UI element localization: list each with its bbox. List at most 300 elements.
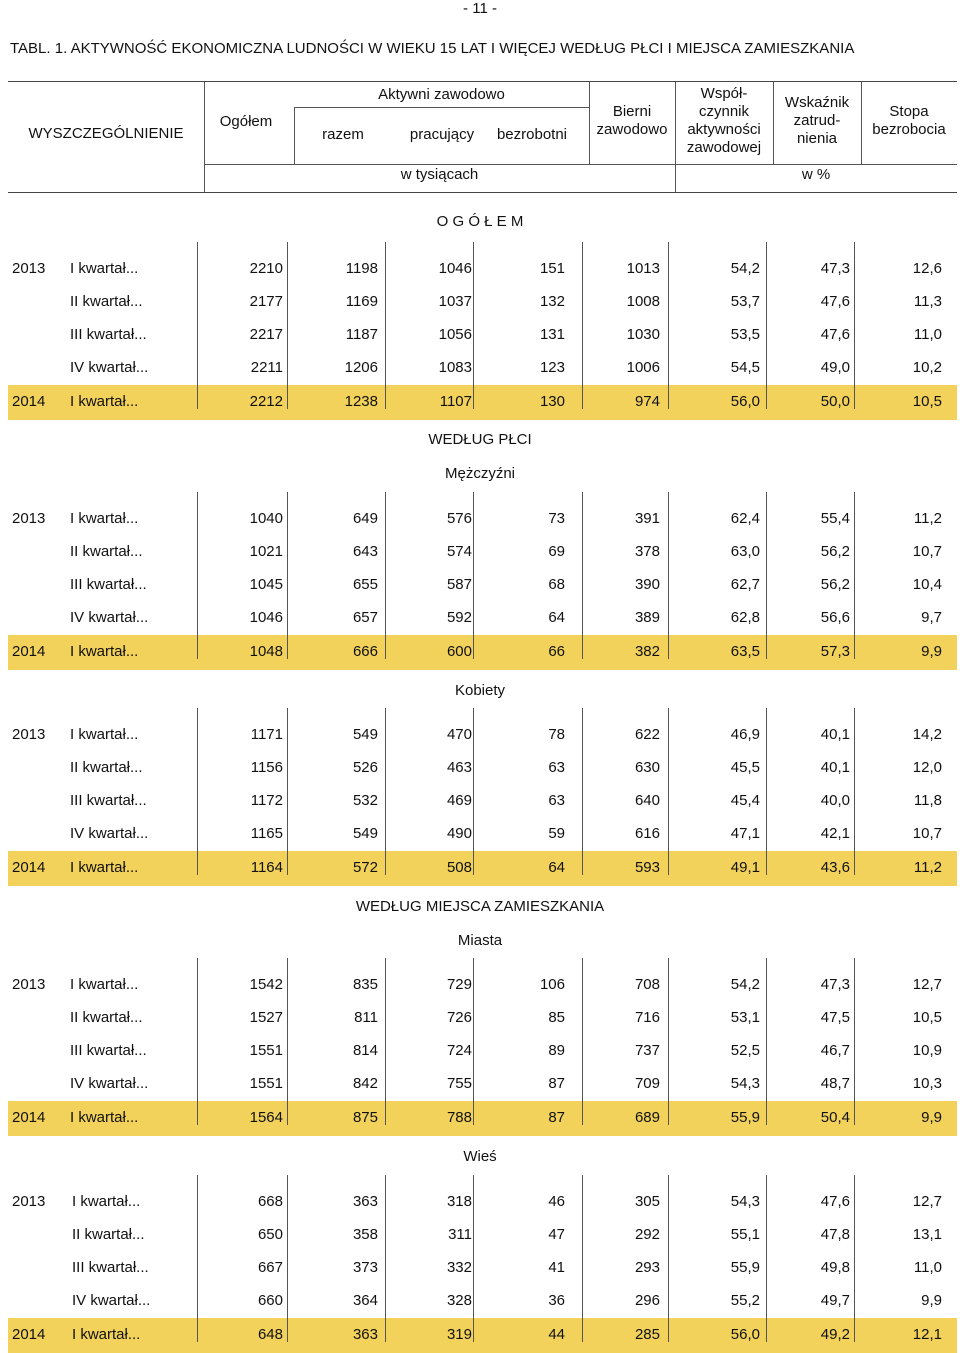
column-separator — [854, 1175, 855, 1342]
row-value: 10,4 — [912, 576, 942, 593]
row-value: 1083 — [438, 359, 472, 376]
table-row — [8, 817, 957, 850]
row-value: 12,0 — [912, 759, 942, 776]
row-value: 10,5 — [912, 1009, 942, 1026]
row-year: 2013 — [12, 1193, 46, 1210]
row-value: 668 — [257, 1193, 283, 1210]
row-value: 490 — [446, 825, 472, 842]
table-row — [8, 1284, 957, 1317]
column-separator — [473, 242, 474, 409]
table-row — [8, 1251, 957, 1284]
row-year: 2014 — [12, 643, 46, 660]
row-value: 1046 — [438, 260, 472, 277]
row-value: 532 — [352, 792, 378, 809]
row-value: 47,6 — [820, 326, 850, 343]
row-value: 526 — [352, 759, 378, 776]
row-quarter: I kwartał... — [70, 1109, 139, 1126]
row-value: 389 — [634, 609, 660, 626]
row-value: 1045 — [249, 576, 283, 593]
row-value: 1107 — [439, 393, 472, 410]
table-row — [8, 1218, 957, 1251]
row-value: 55,1 — [730, 1226, 760, 1243]
row-value: 729 — [446, 976, 472, 993]
table-row — [8, 351, 957, 384]
table-header — [8, 81, 957, 193]
row-value: 974 — [634, 393, 660, 410]
row-value: 10,3 — [912, 1075, 942, 1092]
row-value: 576 — [446, 510, 472, 527]
row-value: 1046 — [249, 609, 283, 626]
row-quarter: III kwartał... — [72, 1259, 149, 1276]
row-year: 2013 — [12, 726, 46, 743]
row-value: 12,1 — [912, 1326, 942, 1343]
row-quarter: IV kwartał... — [70, 825, 149, 842]
column-separator — [197, 1175, 198, 1342]
column-separator — [385, 492, 386, 659]
column-separator — [766, 242, 767, 409]
header-ogolem: Ogółem — [219, 113, 273, 130]
table-title-text: AKTYWNOŚĆ EKONOMICZNA LUDNOŚCI W WIEKU 15 LAT I WIĘCEJ WEDŁUG PŁCI I MIEJSCA ZAMIESZKANIA — [70, 40, 855, 57]
column-separator — [766, 958, 767, 1125]
section-label: WEDŁUG MIEJSCA ZAMIESZKANIA — [355, 898, 605, 915]
row-quarter: II kwartał... — [70, 293, 143, 310]
row-quarter: I kwartał... — [70, 393, 139, 410]
row-value: 390 — [634, 576, 660, 593]
row-value: 40,1 — [820, 726, 850, 743]
column-separator — [287, 1175, 288, 1342]
row-value: 600 — [446, 643, 472, 660]
row-value: 835 — [352, 976, 378, 993]
column-separator — [197, 708, 198, 875]
column-separator — [385, 1175, 386, 1342]
row-value: 572 — [352, 859, 378, 876]
row-value: 689 — [634, 1109, 660, 1126]
row-value: 9,9 — [921, 1109, 942, 1126]
row-value: 54,3 — [730, 1075, 760, 1092]
row-value: 1030 — [626, 326, 660, 343]
row-value: 363 — [352, 1326, 378, 1343]
row-value: 319 — [446, 1326, 472, 1343]
row-value: 49,0 — [820, 359, 850, 376]
row-value: 650 — [257, 1226, 283, 1243]
column-separator — [582, 242, 583, 409]
row-quarter: I kwartał... — [70, 510, 139, 527]
row-value: 69 — [548, 543, 565, 560]
row-value: 657 — [352, 609, 378, 626]
section-label: WEDŁUG PŁCI — [428, 431, 532, 448]
row-value: 616 — [634, 825, 660, 842]
row-value: 1542 — [249, 976, 283, 993]
column-separator — [582, 708, 583, 875]
column-separator — [582, 1175, 583, 1342]
column-separator — [197, 958, 198, 1125]
row-value: 592 — [446, 609, 472, 626]
row-value: 11,2 — [913, 859, 942, 876]
row-value: 622 — [634, 726, 660, 743]
row-quarter: IV kwartał... — [72, 1292, 151, 1309]
row-value: 47,6 — [820, 293, 850, 310]
row-value: 46,7 — [820, 1042, 850, 1059]
row-value: 12,7 — [912, 976, 942, 993]
table-row — [8, 285, 957, 318]
row-quarter: I kwartał... — [72, 1326, 141, 1343]
row-value: 1198 — [345, 260, 378, 277]
row-quarter: II kwartał... — [72, 1226, 145, 1243]
column-separator — [854, 958, 855, 1125]
row-value: 285 — [634, 1326, 660, 1343]
row-value: 50,0 — [820, 393, 850, 410]
table-row — [8, 635, 957, 670]
row-value: 875 — [352, 1109, 378, 1126]
column-separator — [766, 492, 767, 659]
row-value: 373 — [352, 1259, 378, 1276]
column-separator — [766, 1175, 767, 1342]
table-row — [8, 718, 957, 751]
row-year: 2014 — [12, 393, 46, 410]
row-value: 50,4 — [820, 1109, 850, 1126]
row-value: 1206 — [344, 359, 378, 376]
table-row — [8, 601, 957, 634]
row-value: 726 — [446, 1009, 472, 1026]
column-separator — [854, 708, 855, 875]
column-separator — [197, 492, 198, 659]
row-value: 318 — [446, 1193, 472, 1210]
row-value: 1187 — [345, 326, 378, 343]
row-value: 130 — [539, 393, 565, 410]
row-value: 47,8 — [820, 1226, 850, 1243]
row-value: 63,0 — [730, 543, 760, 560]
row-value: 2217 — [249, 326, 283, 343]
row-value: 12,6 — [912, 260, 942, 277]
table-row — [8, 318, 957, 351]
row-value: 724 — [446, 1042, 472, 1059]
column-separator — [668, 242, 669, 409]
row-value: 630 — [634, 759, 660, 776]
header-unit-percent: w % — [801, 166, 831, 183]
row-value: 68 — [548, 576, 565, 593]
row-value: 10,5 — [912, 393, 942, 410]
row-quarter: III kwartał... — [70, 576, 147, 593]
row-quarter: III kwartał... — [70, 1042, 147, 1059]
row-value: 10,9 — [912, 1042, 942, 1059]
row-value: 358 — [352, 1226, 378, 1243]
header-pracujacy: pracujący — [409, 126, 475, 143]
row-value: 328 — [446, 1292, 472, 1309]
row-value: 9,7 — [921, 609, 942, 626]
row-value: 708 — [634, 976, 660, 993]
row-value: 549 — [352, 726, 378, 743]
row-value: 11,2 — [913, 510, 942, 527]
row-value: 391 — [634, 510, 660, 527]
header-stopa: Stopa bezrobocia — [872, 103, 946, 138]
row-value: 46,9 — [730, 726, 760, 743]
row-value: 1551 — [249, 1075, 283, 1092]
row-value: 469 — [446, 792, 472, 809]
row-value: 549 — [352, 825, 378, 842]
row-value: 63 — [548, 792, 565, 809]
row-value: 49,1 — [730, 859, 760, 876]
row-quarter: I kwartał... — [70, 260, 139, 277]
row-value: 2177 — [249, 293, 283, 310]
column-separator — [766, 708, 767, 875]
row-value: 49,2 — [820, 1326, 850, 1343]
row-value: 44 — [548, 1326, 565, 1343]
header-bezrobotni: bezrobotni — [496, 126, 568, 143]
table-row — [8, 252, 957, 285]
row-value: 378 — [634, 543, 660, 560]
row-value: 47,6 — [820, 1193, 850, 1210]
row-value: 132 — [539, 293, 565, 310]
column-separator — [197, 242, 198, 409]
table-row — [8, 1101, 957, 1136]
header-wspolczynnik: Współ- czynnik aktywności zawodowej — [686, 85, 762, 156]
row-value: 55,4 — [820, 510, 850, 527]
row-value: 10,7 — [912, 825, 942, 842]
column-separator — [385, 242, 386, 409]
row-quarter: I kwartał... — [70, 726, 139, 743]
row-value: 11,3 — [913, 293, 942, 310]
row-value: 131 — [539, 326, 565, 343]
row-value: 667 — [257, 1259, 283, 1276]
row-value: 655 — [352, 576, 378, 593]
row-value: 55,2 — [730, 1292, 760, 1309]
row-quarter: II kwartał... — [70, 759, 143, 776]
row-value: 463 — [446, 759, 472, 776]
row-value: 85 — [548, 1009, 565, 1026]
row-value: 1171 — [250, 726, 283, 743]
row-value: 14,2 — [912, 726, 942, 743]
table-title — [10, 39, 940, 58]
column-separator — [287, 242, 288, 409]
row-value: 1527 — [249, 1009, 283, 1026]
table-row — [8, 502, 957, 535]
row-value: 292 — [634, 1226, 660, 1243]
row-value: 1165 — [250, 825, 283, 842]
column-separator — [668, 708, 669, 875]
row-quarter: I kwartał... — [70, 859, 139, 876]
row-value: 296 — [634, 1292, 660, 1309]
row-value: 1164 — [250, 859, 283, 876]
row-value: 363 — [352, 1193, 378, 1210]
row-value: 716 — [634, 1009, 660, 1026]
column-separator — [473, 1175, 474, 1342]
row-value: 42,1 — [820, 825, 850, 842]
column-separator — [854, 492, 855, 659]
row-value: 55,9 — [730, 1109, 760, 1126]
row-value: 1156 — [250, 759, 283, 776]
table-row — [8, 1185, 957, 1218]
row-value: 648 — [257, 1326, 283, 1343]
header-aktywni: Aktywni zawodowo — [378, 86, 505, 103]
row-value: 1048 — [249, 643, 283, 660]
row-value: 36 — [548, 1292, 565, 1309]
row-value: 78 — [548, 726, 565, 743]
row-value: 49,8 — [820, 1259, 850, 1276]
row-quarter: I kwartał... — [72, 1193, 141, 1210]
column-separator — [473, 708, 474, 875]
column-separator — [287, 958, 288, 1125]
row-value: 46 — [548, 1193, 565, 1210]
row-value: 73 — [548, 510, 565, 527]
row-value: 49,7 — [820, 1292, 850, 1309]
row-quarter: I kwartał... — [70, 976, 139, 993]
row-value: 643 — [352, 543, 378, 560]
row-value: 814 — [352, 1042, 378, 1059]
header-wskaznik: Wskaźnik zatrud- nienia — [784, 94, 850, 147]
row-value: 123 — [539, 359, 565, 376]
column-separator — [385, 958, 386, 1125]
row-value: 332 — [446, 1259, 472, 1276]
row-value: 1037 — [438, 293, 472, 310]
row-value: 56,6 — [820, 609, 850, 626]
column-separator — [668, 1175, 669, 1342]
table-row — [8, 968, 957, 1001]
row-value: 54,2 — [730, 976, 760, 993]
row-value: 56,0 — [730, 393, 760, 410]
row-value: 1008 — [626, 293, 660, 310]
header-razem: razem — [322, 126, 364, 143]
row-value: 62,8 — [730, 609, 760, 626]
row-value: 54,3 — [730, 1193, 760, 1210]
row-value: 9,9 — [921, 1292, 942, 1309]
row-value: 40,0 — [820, 792, 850, 809]
row-value: 382 — [634, 643, 660, 660]
row-quarter: IV kwartał... — [70, 609, 149, 626]
row-value: 87 — [548, 1109, 565, 1126]
row-value: 587 — [446, 576, 472, 593]
row-value: 1551 — [249, 1042, 283, 1059]
column-separator — [582, 958, 583, 1125]
column-separator — [582, 492, 583, 659]
row-year: 2013 — [12, 976, 46, 993]
row-value: 47,5 — [820, 1009, 850, 1026]
row-year: 2014 — [12, 1326, 46, 1343]
row-value: 47,3 — [820, 260, 850, 277]
row-value: 62,4 — [730, 510, 760, 527]
table-row — [8, 1067, 957, 1100]
column-separator — [854, 242, 855, 409]
row-value: 640 — [634, 792, 660, 809]
row-value: 508 — [446, 859, 472, 876]
table-row — [8, 1034, 957, 1067]
table-row — [8, 1318, 957, 1353]
row-value: 755 — [446, 1075, 472, 1092]
row-value: 305 — [634, 1193, 660, 1210]
row-value: 64 — [548, 609, 565, 626]
row-year: 2014 — [12, 859, 46, 876]
row-value: 53,1 — [730, 1009, 760, 1026]
row-value: 106 — [539, 976, 565, 993]
row-value: 709 — [634, 1075, 660, 1092]
row-value: 11,0 — [913, 326, 942, 343]
row-quarter: II kwartał... — [70, 1009, 143, 1026]
row-value: 1021 — [249, 543, 283, 560]
row-value: 59 — [548, 825, 565, 842]
row-value: 593 — [634, 859, 660, 876]
row-value: 56,2 — [820, 543, 850, 560]
row-value: 57,3 — [820, 643, 850, 660]
table-row — [8, 784, 957, 817]
row-value: 10,7 — [912, 543, 942, 560]
row-value: 1013 — [626, 260, 660, 277]
row-value: 364 — [352, 1292, 378, 1309]
row-value: 660 — [257, 1292, 283, 1309]
row-value: 811 — [354, 1009, 378, 1026]
row-value: 43,6 — [820, 859, 850, 876]
table-row — [8, 535, 957, 568]
page-number: - 11 - — [463, 0, 497, 17]
row-value: 2211 — [250, 359, 283, 376]
row-year: 2013 — [12, 260, 46, 277]
row-value: 11,0 — [913, 1259, 942, 1276]
row-value: 737 — [634, 1042, 660, 1059]
row-value: 666 — [352, 643, 378, 660]
row-value: 11,8 — [913, 792, 942, 809]
row-value: 2212 — [249, 393, 283, 410]
row-value: 1056 — [438, 326, 472, 343]
row-value: 41 — [548, 1259, 565, 1276]
row-value: 53,7 — [730, 293, 760, 310]
row-value: 40,1 — [820, 759, 850, 776]
section-label: O G Ó Ł E M — [436, 213, 524, 230]
row-value: 13,1 — [912, 1226, 942, 1243]
row-quarter: II kwartał... — [70, 543, 143, 560]
row-value: 56,2 — [820, 576, 850, 593]
column-separator — [668, 492, 669, 659]
row-quarter: III kwartał... — [70, 792, 147, 809]
row-value: 89 — [548, 1042, 565, 1059]
row-value: 63,5 — [730, 643, 760, 660]
table-row — [8, 1001, 957, 1034]
section-sublabel: Kobiety — [454, 682, 506, 699]
row-value: 1172 — [250, 792, 283, 809]
row-value: 52,5 — [730, 1042, 760, 1059]
row-value: 788 — [446, 1109, 472, 1126]
column-separator — [473, 492, 474, 659]
row-value: 55,9 — [730, 1259, 760, 1276]
row-value: 293 — [634, 1259, 660, 1276]
row-value: 1564 — [249, 1109, 283, 1126]
row-value: 12,7 — [912, 1193, 942, 1210]
row-value: 87 — [548, 1075, 565, 1092]
row-value: 10,2 — [912, 359, 942, 376]
section-sublabel: Wieś — [463, 1148, 497, 1165]
row-value: 842 — [352, 1075, 378, 1092]
row-value: 574 — [446, 543, 472, 560]
column-separator — [473, 958, 474, 1125]
row-quarter: IV kwartał... — [70, 359, 149, 376]
row-value: 62,7 — [730, 576, 760, 593]
header-unit-thousands: w tysiącach — [400, 166, 479, 183]
table-row — [8, 751, 957, 784]
row-value: 66 — [548, 643, 565, 660]
row-value: 47,3 — [820, 976, 850, 993]
row-value: 54,5 — [730, 359, 760, 376]
row-value: 45,5 — [730, 759, 760, 776]
row-value: 48,7 — [820, 1075, 850, 1092]
table-number: TABL. 1. — [10, 40, 68, 57]
row-quarter: III kwartał... — [70, 326, 147, 343]
row-value: 311 — [448, 1226, 472, 1243]
column-separator — [385, 708, 386, 875]
table-row — [8, 568, 957, 601]
row-value: 649 — [352, 510, 378, 527]
column-separator — [287, 492, 288, 659]
column-separator — [668, 958, 669, 1125]
section-sublabel: Mężczyźni — [444, 465, 515, 482]
header-bierni: Bierni zawodowo — [596, 103, 668, 138]
row-value: 1006 — [626, 359, 660, 376]
